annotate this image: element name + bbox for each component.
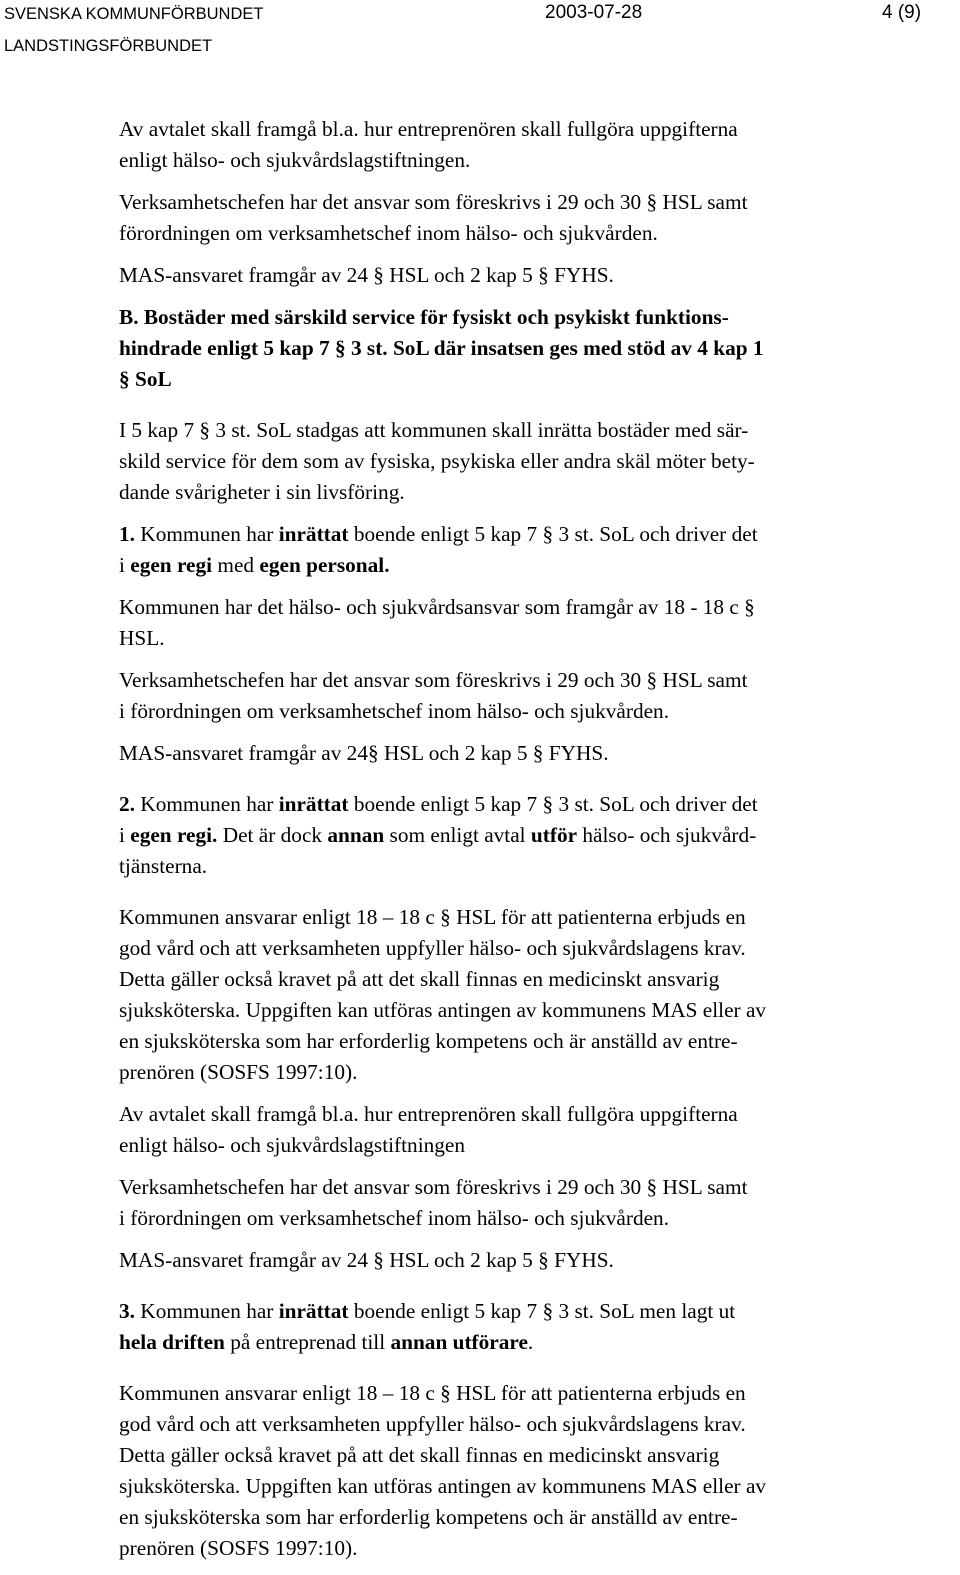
list-item-3: 3. Kommunen har inrättat boende enligt 5 kap 7 § 3 st. SoL men lagt ut hela driften på entreprenad till annan utförare. xyxy=(119,1299,736,1354)
paragraph: I 5 kap 7 § 3 st. SoL stadgas att kommunen skall inrätta bostäder med sär- skild service för dem som av fysiska, psykiska eller andra skäl möter bety- dande svårigheter i sin livsföring. xyxy=(119,418,755,504)
paragraph: Av avtalet skall framgå bl.a. hur entreprenören skall fullgöra uppgifterna enligt hälso- och sjukvårdslagstiftningen xyxy=(119,1102,738,1157)
paragraph: Verksamhetschefen har det ansvar som föreskrivs i 29 och 30 § HSL samt i förordningen om verksamhetschef inom hälso- och sjukvården. xyxy=(119,1175,748,1230)
paragraph: Av avtalet skall framgå bl.a. hur entreprenören skall fullgöra uppgifterna enligt hälso- och sjukvårdslagstiftningen. xyxy=(119,117,738,172)
list-item-1: 1. Kommunen har inrättat boende enligt 5 kap 7 § 3 st. SoL och driver det i egen regi med egen personal. xyxy=(119,522,758,577)
section-heading: B. Bostäder med särskild service för fysiskt och psykiskt funktions- hindrade enligt 5 kap 7 § 3 st. SoL där insatsen ges med stöd av 4 kap 1 § SoL xyxy=(119,305,764,391)
paragraph: Verksamhetschefen har det ansvar som föreskrivs i 29 och 30 § HSL samt i förordningen om verksamhetschef inom hälso- och sjukvården. xyxy=(119,668,748,723)
header-org-1: SVENSKA KOMMUNFÖRBUNDET xyxy=(4,5,264,23)
list-item-2: 2. Kommunen har inrättat boende enligt 5 kap 7 § 3 st. SoL och driver det i egen regi. Det är dock annan som enligt avtal utför hälso- och sjukvård- tjänsterna. xyxy=(119,792,758,878)
paragraph: MAS-ansvaret framgår av 24 § HSL och 2 kap 5 § FYHS. xyxy=(119,263,614,287)
paragraph: Verksamhetschefen har det ansvar som föreskrivs i 29 och 30 § HSL samt förordningen om verksamhetschef inom hälso- och sjukvården. xyxy=(119,190,748,245)
header-org-2: LANDSTINGSFÖRBUNDET xyxy=(4,37,213,55)
header-date: 2003-07-28 xyxy=(545,2,643,23)
paragraph: MAS-ansvaret framgår av 24 § HSL och 2 kap 5 § FYHS. xyxy=(119,1248,614,1272)
paragraph: Kommunen ansvarar enligt 18 – 18 c § HSL för att patienterna erbjuds en god vård och att verksamheten uppfyller hälso- och sjukvårdslagens krav. Detta gäller också kravet på att det skall finnas en medicinskt ansvarig sjuksköterska. Uppgiften kan utföras antingen av kommunens MAS eller av en sjuksköterska som har erforderlig kompetens och är anställd av entre- prenören (SOSFS 1997:10). xyxy=(119,1381,767,1560)
paragraph: MAS-ansvaret framgår av 24§ HSL och 2 kap 5 § FYHS. xyxy=(119,741,609,765)
header-page-number: 4 (9) xyxy=(882,2,922,23)
paragraph: Kommunen ansvarar enligt 18 – 18 c § HSL för att patienterna erbjuds en god vård och att verksamheten uppfyller hälso- och sjukvårdslagens krav. Detta gäller också kravet på att det skall finnas en medicinskt ansvarig sjuksköterska. Uppgiften kan utföras antingen av kommunens MAS eller av en sjuksköterska som har erforderlig kompetens och är anställd av entre- prenören (SOSFS 1997:10). xyxy=(119,905,767,1084)
document-body xyxy=(119,114,919,1575)
paragraph: Kommunen har det hälso- och sjukvårdsansvar som framgår av 18 - 18 c § HSL. xyxy=(119,595,755,650)
